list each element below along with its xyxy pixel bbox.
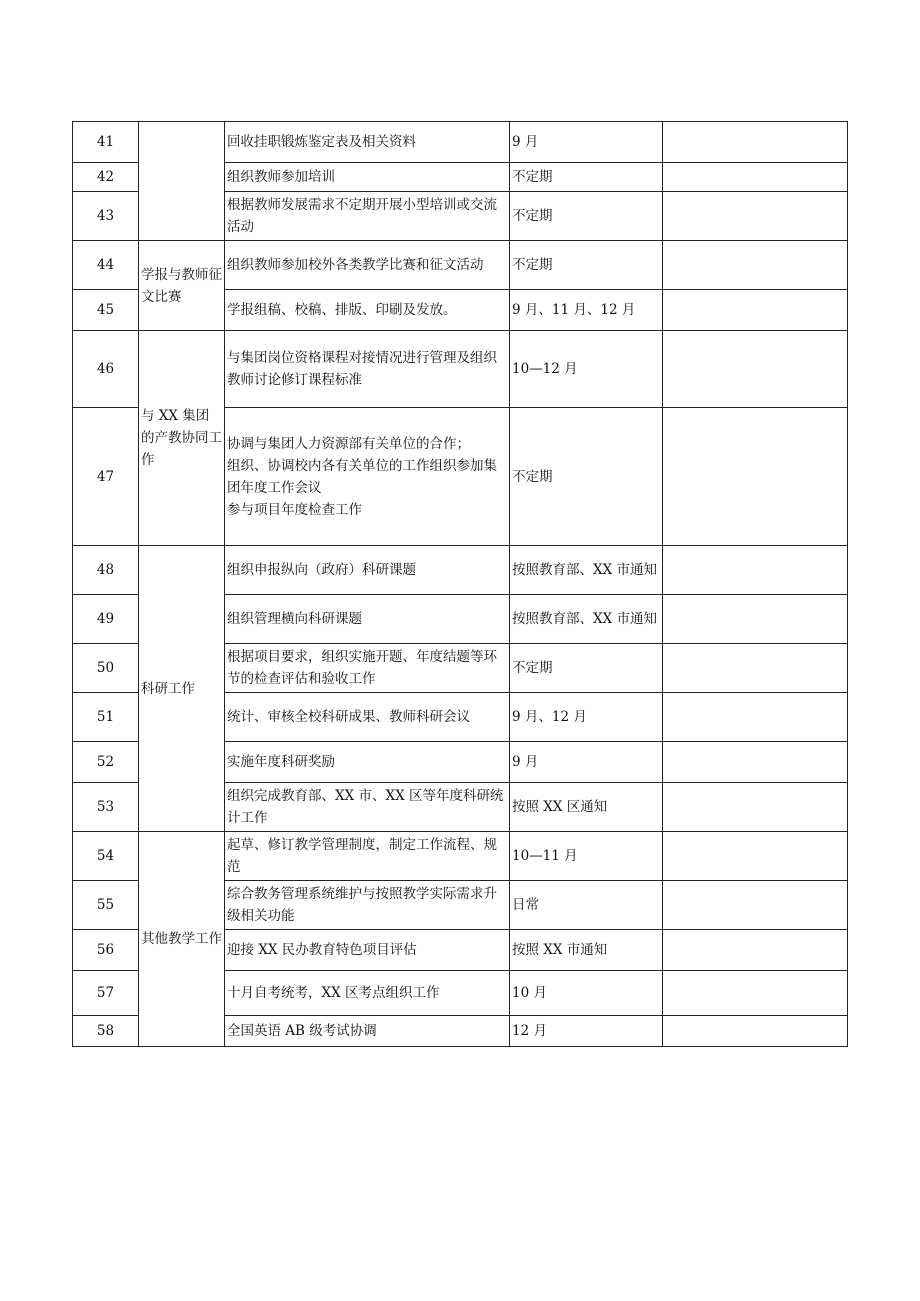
task-cell: 综合教务管理系统维护与按照教学实际需求升级相关功能 — [225, 881, 510, 930]
time-cell: 不定期 — [510, 192, 663, 241]
note-cell — [663, 122, 848, 163]
table-row — [73, 241, 848, 290]
time-cell: 9 月、11 月、12 月 — [510, 290, 663, 331]
note-cell — [663, 742, 848, 783]
time-cell: 按照 XX 区通知 — [510, 783, 663, 832]
note-cell — [663, 331, 848, 408]
time-cell: 不定期 — [510, 163, 663, 192]
note-cell — [663, 783, 848, 832]
task-cell: 学报组稿、校稿、排版、印刷及发放。 — [225, 290, 510, 331]
note-cell — [663, 832, 848, 881]
category-cell — [139, 122, 225, 241]
row-number: 50 — [73, 644, 139, 693]
time-cell: 12 月 — [510, 1016, 663, 1047]
row-number: 51 — [73, 693, 139, 742]
task-cell: 根据项目要求，组织实施开题、年度结题等环节的检查评估和验收工作 — [225, 644, 510, 693]
note-cell — [663, 408, 848, 546]
time-cell: 9 月 — [510, 122, 663, 163]
category-cell: 学报与教师征文比赛 — [139, 241, 225, 331]
task-cell: 组织教师参加校外各类教学比赛和征文活动 — [225, 241, 510, 290]
row-number: 54 — [73, 832, 139, 881]
task-cell: 协调与集团人力资源部有关单位的合作； 组织、协调校内各有关单位的工作组织参加集团年度工作会议 参与项目年度检查工作 — [225, 408, 510, 546]
row-number: 57 — [73, 971, 139, 1016]
time-cell: 10—11 月 — [510, 832, 663, 881]
row-number: 45 — [73, 290, 139, 331]
note-cell — [663, 930, 848, 971]
time-cell: 不定期 — [510, 644, 663, 693]
time-cell: 按照教育部、XX 市通知 — [510, 595, 663, 644]
time-cell: 10 月 — [510, 971, 663, 1016]
time-cell: 不定期 — [510, 241, 663, 290]
task-cell: 组织完成教育部、XX 市、XX 区等年度科研统计工作 — [225, 783, 510, 832]
table-row — [73, 122, 848, 163]
task-cell: 组织管理横向科研课题 — [225, 595, 510, 644]
row-number: 41 — [73, 122, 139, 163]
row-number: 43 — [73, 192, 139, 241]
task-cell: 十月自考统考，XX 区考点组织工作 — [225, 971, 510, 1016]
time-cell: 9 月、12 月 — [510, 693, 663, 742]
category-cell: 科研工作 — [139, 546, 225, 832]
note-cell — [663, 290, 848, 331]
row-number: 44 — [73, 241, 139, 290]
time-cell: 不定期 — [510, 408, 663, 546]
note-cell — [663, 163, 848, 192]
note-cell — [663, 546, 848, 595]
task-cell: 全国英语 AB 级考试协调 — [225, 1016, 510, 1047]
row-number: 49 — [73, 595, 139, 644]
row-number: 42 — [73, 163, 139, 192]
row-number: 56 — [73, 930, 139, 971]
table-row — [73, 546, 848, 595]
row-number: 48 — [73, 546, 139, 595]
category-cell: 其他教学工作 — [139, 832, 225, 1047]
note-cell — [663, 881, 848, 930]
row-number: 53 — [73, 783, 139, 832]
table-row — [73, 331, 848, 408]
row-number: 58 — [73, 1016, 139, 1047]
note-cell — [663, 192, 848, 241]
task-cell: 实施年度科研奖励 — [225, 742, 510, 783]
task-cell: 迎接 XX 民办教育特色项目评估 — [225, 930, 510, 971]
task-cell: 回收挂职锻炼鉴定表及相关资料 — [225, 122, 510, 163]
row-number: 47 — [73, 408, 139, 546]
task-cell: 根据教师发展需求不定期开展小型培训或交流活动 — [225, 192, 510, 241]
task-cell: 组织申报纵向（政府）科研课题 — [225, 546, 510, 595]
time-cell: 10—12 月 — [510, 331, 663, 408]
time-cell: 日常 — [510, 881, 663, 930]
note-cell — [663, 644, 848, 693]
note-cell — [663, 971, 848, 1016]
row-number: 52 — [73, 742, 139, 783]
task-cell: 起草、修订教学管理制度，制定工作流程、规范 — [225, 832, 510, 881]
task-cell: 与集团岗位资格课程对接情况进行管理及组织教师讨论修订课程标准 — [225, 331, 510, 408]
task-cell: 统计、审核全校科研成果、教师科研会议 — [225, 693, 510, 742]
row-number: 55 — [73, 881, 139, 930]
category-cell: 与 XX 集团的产教协同工作 — [139, 331, 225, 546]
row-number: 46 — [73, 331, 139, 408]
table-row — [73, 832, 848, 881]
work-plan-table — [72, 121, 848, 1047]
time-cell: 按照教育部、XX 市通知 — [510, 546, 663, 595]
note-cell — [663, 693, 848, 742]
note-cell — [663, 595, 848, 644]
task-cell: 组织教师参加培训 — [225, 163, 510, 192]
time-cell: 按照 XX 市通知 — [510, 930, 663, 971]
time-cell: 9 月 — [510, 742, 663, 783]
note-cell — [663, 1016, 848, 1047]
note-cell — [663, 241, 848, 290]
